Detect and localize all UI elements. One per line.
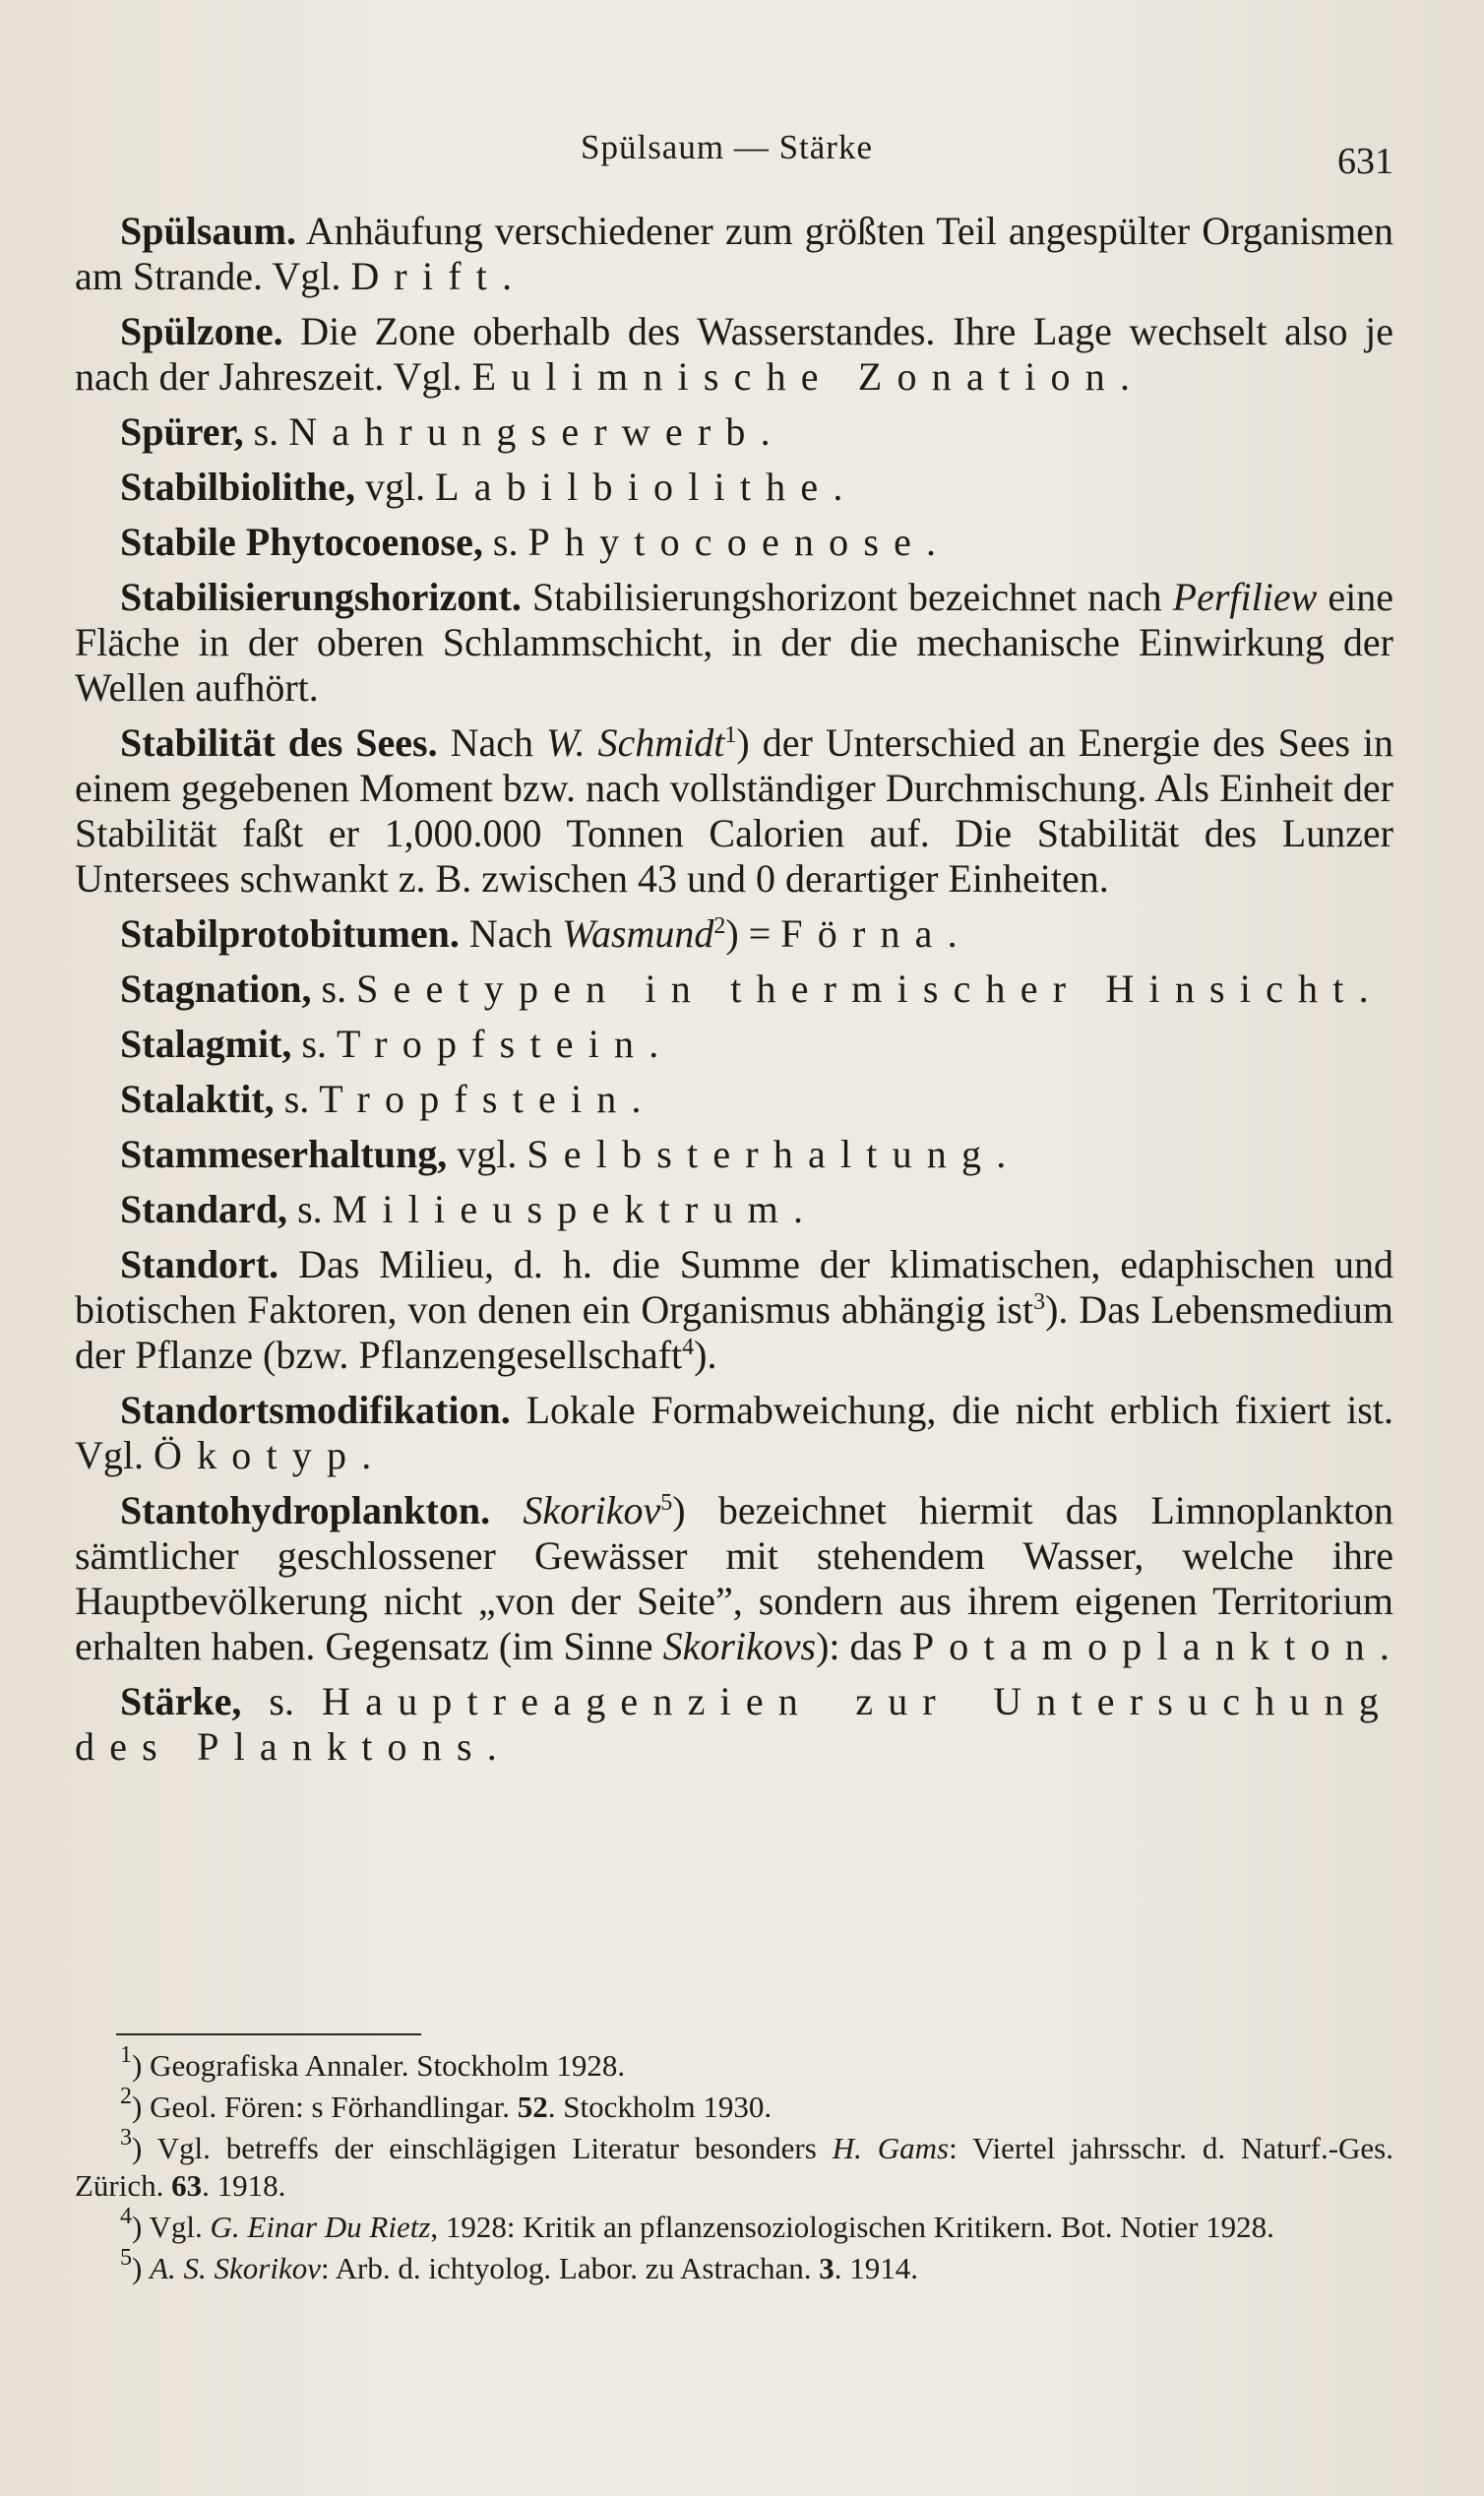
entry-text: s.	[287, 1187, 333, 1231]
cross-reference: Potamoplankton	[911, 1624, 1380, 1668]
cross-reference: Tropfstein	[337, 1022, 649, 1066]
headword: Spülsaum.	[120, 209, 296, 253]
footnote-number: 1	[120, 2042, 132, 2068]
volume-number: 63	[171, 2168, 203, 2203]
entry-stabilitaet-des-sees	[75, 720, 1393, 902]
footnote-divider	[116, 2033, 421, 2035]
author-name: H. Gams	[832, 2131, 950, 2165]
entry-stammeserhaltung	[75, 1132, 1393, 1177]
headword: Spülzone.	[120, 309, 283, 353]
cross-reference: Hauptreagenzien zur Untersuchung des Planktons	[75, 1679, 1393, 1769]
footnote-text: . Stockholm 1930.	[547, 2090, 773, 2124]
footnote-marker: 2	[713, 913, 726, 939]
footnote-5	[75, 2245, 1393, 2287]
cross-reference: Selbsterhaltung	[526, 1132, 997, 1176]
footnote-marker: 1	[724, 722, 737, 748]
headword: Stalaktit,	[120, 1077, 275, 1121]
headword: Standort.	[120, 1242, 279, 1286]
entry-standortsmodifikation	[75, 1388, 1393, 1478]
entry-stabile-phytocoenose	[75, 520, 1393, 565]
entry-staerke	[75, 1679, 1393, 1770]
entry-text: s.	[274, 1077, 320, 1121]
entry-text: .	[502, 254, 513, 298]
entry-text: .	[792, 1187, 803, 1231]
footnote-text: , 1928: Kritik an pflanzensoziologischen Kritikern. Bot. Notier 1928.	[430, 2210, 1274, 2244]
author-name: W. Schmidt	[545, 720, 725, 765]
entry-text: s.	[482, 520, 528, 564]
entry-text: ) der Unterschied an Energie des Sees in einem gegebenen Moment bzw. nach vollständiger Durchmischung. Als Einheit der Stabilität faßt er 1,000.000 Tonnen Calorien auf. Die Stabilität des Lunzer Untersees schwankt z. B. zwischen 43 und 0 derartiger Einheiten.	[75, 720, 1393, 901]
headword: Spürer,	[120, 409, 244, 454]
headword: Stabilbiolithe,	[120, 465, 355, 509]
entry-spuelzone	[75, 309, 1393, 400]
cross-reference: Nahrungserwerb	[288, 409, 761, 454]
author-name: G. Einar Du Rietz	[210, 2210, 431, 2244]
entry-text: Nach	[459, 911, 563, 956]
footnote-text: ) Vgl.	[132, 2210, 211, 2244]
footnote-text: . 1918.	[202, 2168, 286, 2203]
headword: Stabilprotobitumen.	[120, 911, 460, 956]
entry-text: vgl.	[447, 1132, 527, 1176]
headword: Standortsmodifikation.	[120, 1388, 511, 1432]
footnote-number: 3	[120, 2125, 132, 2151]
volume-number: 3	[819, 2251, 835, 2285]
author-name: Wasmund	[562, 911, 714, 956]
headword: Stabile Phytocoenose,	[120, 520, 483, 564]
headword: Standard,	[120, 1187, 288, 1231]
footnote-2	[75, 2084, 1393, 2126]
entry-stabilprotobitumen	[75, 911, 1393, 957]
footnote-number: 5	[120, 2245, 132, 2271]
footnote-1	[75, 2042, 1393, 2085]
cross-reference: Tropfstein	[319, 1077, 632, 1121]
footnote-text: : Viertel jahrsschr. d. Naturf.-Ges. Zürich.	[75, 2131, 1393, 2203]
footnote-text: )	[132, 2251, 151, 2285]
entry-text: .	[486, 1724, 497, 1769]
entry-text: .	[361, 1433, 372, 1477]
headword: Stalagmit,	[120, 1022, 292, 1066]
cross-reference: Ökotyp	[154, 1433, 362, 1477]
entry-text: ) =	[725, 911, 781, 956]
entry-text: ).	[694, 1333, 717, 1377]
cross-reference: Förna	[780, 911, 948, 956]
entry-text: ): das	[816, 1624, 912, 1668]
headword: Stagnation,	[120, 967, 312, 1011]
entry-text: Anhäufung verschiedener zum größten Teil angespülter Organismen am Strande. Vgl.	[75, 209, 1393, 298]
entry-text: .	[926, 520, 937, 564]
footnote-text: ) Geol. Fören: s Förhandlingar.	[132, 2090, 518, 2124]
author-name: Skorikovs	[662, 1624, 817, 1668]
entry-text: Lokale Formabweichung, die nicht erblich fixiert ist. Vgl.	[75, 1388, 1393, 1477]
footnote-marker: 3	[1033, 1289, 1046, 1315]
page-number: 631	[1337, 141, 1393, 182]
entry-text: .	[1119, 354, 1130, 399]
entry-stabilbiolithe	[75, 465, 1393, 510]
cross-reference: Labilbiolithe	[435, 465, 834, 509]
footnote-text: . 1914.	[834, 2251, 918, 2285]
entry-text: .	[631, 1077, 642, 1121]
entry-standort	[75, 1242, 1393, 1378]
footnote-text: ) Vgl. betreffs der einschlägigen Literatur besonders	[132, 2131, 833, 2165]
entry-spuelsaum	[75, 209, 1393, 299]
entry-text: s.	[311, 967, 357, 1011]
headword: Stärke,	[120, 1679, 242, 1723]
entry-text: .	[996, 1132, 1007, 1176]
entry-text: s.	[291, 1022, 338, 1066]
entry-text: .	[947, 911, 958, 956]
headword: Stabilisierungshorizont.	[120, 575, 522, 619]
entry-text: Das Milieu, d. h. die Summe der klimatischen, edaphischen und biotischen Faktoren, von denen ein Organismus abhängig ist	[75, 1242, 1393, 1332]
cross-reference: Eulimnische Zonation	[471, 354, 1120, 399]
entry-text: .	[649, 1022, 659, 1066]
entry-stabilisierungshorizont	[75, 575, 1393, 711]
footnote-3	[75, 2125, 1393, 2205]
cross-reference: Phytocoenose	[527, 520, 927, 564]
entry-text: .	[1358, 967, 1369, 1011]
dictionary-entries	[75, 209, 1393, 1779]
author-name: Perfiliew	[1172, 575, 1318, 619]
entry-text: vgl.	[354, 465, 436, 509]
headword: Stammeserhaltung,	[120, 1132, 448, 1176]
footnote-4	[75, 2204, 1393, 2246]
entry-text	[490, 1488, 523, 1532]
entry-stalagmit	[75, 1022, 1393, 1067]
author-name: A. S. Skorikov	[150, 2251, 321, 2285]
entry-stantohydroplankton	[75, 1488, 1393, 1669]
entry-standard	[75, 1187, 1393, 1232]
entry-text: .	[1379, 1624, 1390, 1668]
entry-text: ) bezeichnet hiermit das Limnoplankton sämtlicher geschlossener Gewässer mit stehendem Wasser, welche ihre Hauptbevölkerung nicht „von der Seite”, sondern aus ihrem eigenen Territorium erhalten haben. Gegensatz (im Sinne	[75, 1488, 1393, 1668]
entry-text: Stabilisierungshorizont bezeichnet nach	[521, 575, 1173, 619]
footnote-marker: 5	[660, 1490, 673, 1516]
entry-text: s.	[243, 409, 289, 454]
footnote-number: 4	[120, 2204, 132, 2229]
footnotes	[75, 2042, 1393, 2291]
volume-number: 52	[517, 2090, 548, 2124]
headword: Stabilität des Sees.	[120, 720, 438, 765]
entry-text: ). Das Lebensmedium der Pflanze (bzw. Pflanzengesellschaft	[75, 1287, 1393, 1377]
entry-stagnation	[75, 967, 1393, 1012]
headword: Stantohydroplankton.	[120, 1488, 491, 1532]
cross-reference: Seetypen in thermischer Hinsicht	[356, 967, 1359, 1011]
entry-stalaktit	[75, 1077, 1393, 1122]
entry-text: Die Zone oberhalb des Wasserstandes. Ihre Lage wechselt also je nach der Jahreszeit. Vgl.	[75, 309, 1393, 399]
page-header	[0, 128, 1484, 187]
footnote-text: ) Geografiska Annaler. Stockholm 1928.	[132, 2048, 626, 2083]
author-name: Skorikov	[523, 1488, 661, 1532]
footnote-marker: 4	[682, 1335, 695, 1360]
cross-reference: Drift	[350, 254, 503, 298]
entry-text: .	[833, 465, 843, 509]
entry-text: Nach	[437, 720, 546, 765]
entry-text: .	[760, 409, 771, 454]
footnote-text: : Arb. d. ichtyolog. Labor. zu Astrachan.	[320, 2251, 820, 2285]
footnote-number: 2	[120, 2084, 132, 2109]
entry-text: eine Fläche in der oberen Schlammschicht, in der die mechanische Einwirkung der Wellen aufhört.	[75, 575, 1393, 710]
running-head: Spülsaum — Stärke	[581, 128, 873, 166]
entry-text: s.	[241, 1679, 323, 1723]
entry-spuerer	[75, 409, 1393, 455]
cross-reference: Milieuspektrum	[332, 1187, 793, 1231]
